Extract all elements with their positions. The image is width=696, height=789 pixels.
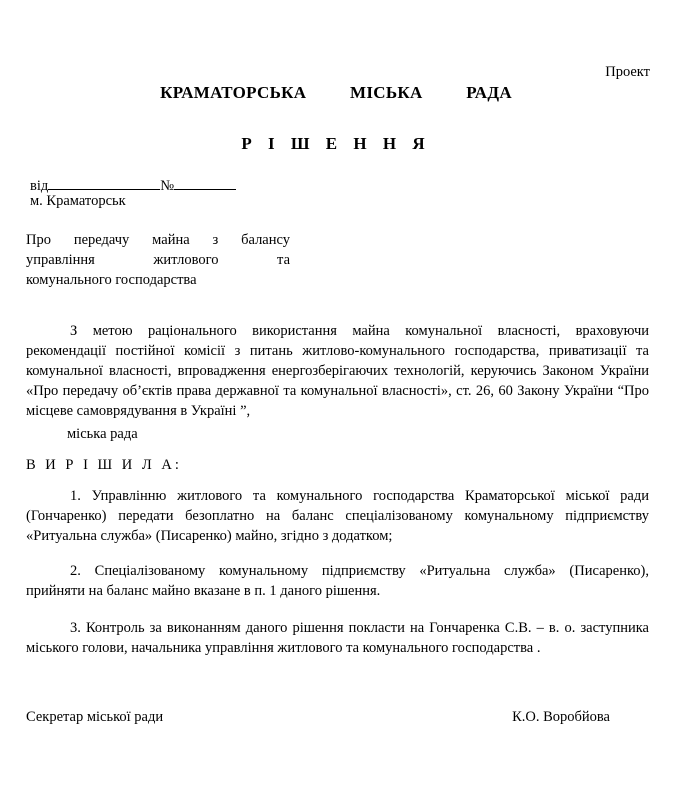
- document-type-title: Р І Ш Е Н Н Я: [241, 134, 431, 153]
- date-prefix: від: [30, 178, 49, 194]
- city-label: м. Краматорськ: [30, 193, 126, 209]
- decision-item-3: 3. Контроль за виконанням даного рішення покласти на Гончаренка С.В. – в. о. заступника міського голови, начальника управління житлового та комунального господарства .: [26, 620, 649, 656]
- subject-line: управління житлового та: [26, 252, 290, 268]
- date-number-line: [30, 175, 236, 195]
- council-word: міська рада: [67, 426, 138, 442]
- number-prefix: №: [160, 178, 175, 194]
- resolved-heading: В И Р І Ш И Л А:: [26, 457, 182, 473]
- decision-item-2: 2. Спеціалізованому комунальному підприємству «Ритуальна служба» (Писаренко), прийняти на баланс майно вказане в п. 1 даного рішення.: [26, 563, 649, 599]
- date-blank: [48, 175, 160, 190]
- preamble-paragraph: З метою раціонального використання майна комунальної власності, враховуючи рекомендації постійної комісії з питань житлово-комунального господарства, приватизації та комунальної власності, впровадження енергозберігаючих технологій, керуючись Законом України «Про передачу об’єктів права державної та комунальної власності», ст. 26, 60 Закону України “Про місцеве самоврядування в Україні ”,: [26, 323, 649, 419]
- number-blank: [174, 175, 236, 190]
- subject-line: комунального господарства: [26, 272, 197, 288]
- subject-line: Про передачу майна з балансу: [26, 232, 290, 248]
- council-name: КРАМАТОРСЬКА МІСЬКА РАДА: [160, 83, 512, 102]
- signature-name: К.О. Воробйова: [512, 709, 610, 725]
- signature-role: Секретар міської ради: [26, 709, 164, 725]
- draft-label: Проект: [605, 64, 650, 80]
- subject-block: [26, 230, 290, 290]
- decision-item-1: 1. Управлінню житлового та комунального господарства Краматорської міської ради (Гончаренко) передати безоплатно на баланс спеціалізованому комунальному підприємству «Ритуальна служба» (Писаренко) майно, згідно з додатком;: [26, 488, 649, 544]
